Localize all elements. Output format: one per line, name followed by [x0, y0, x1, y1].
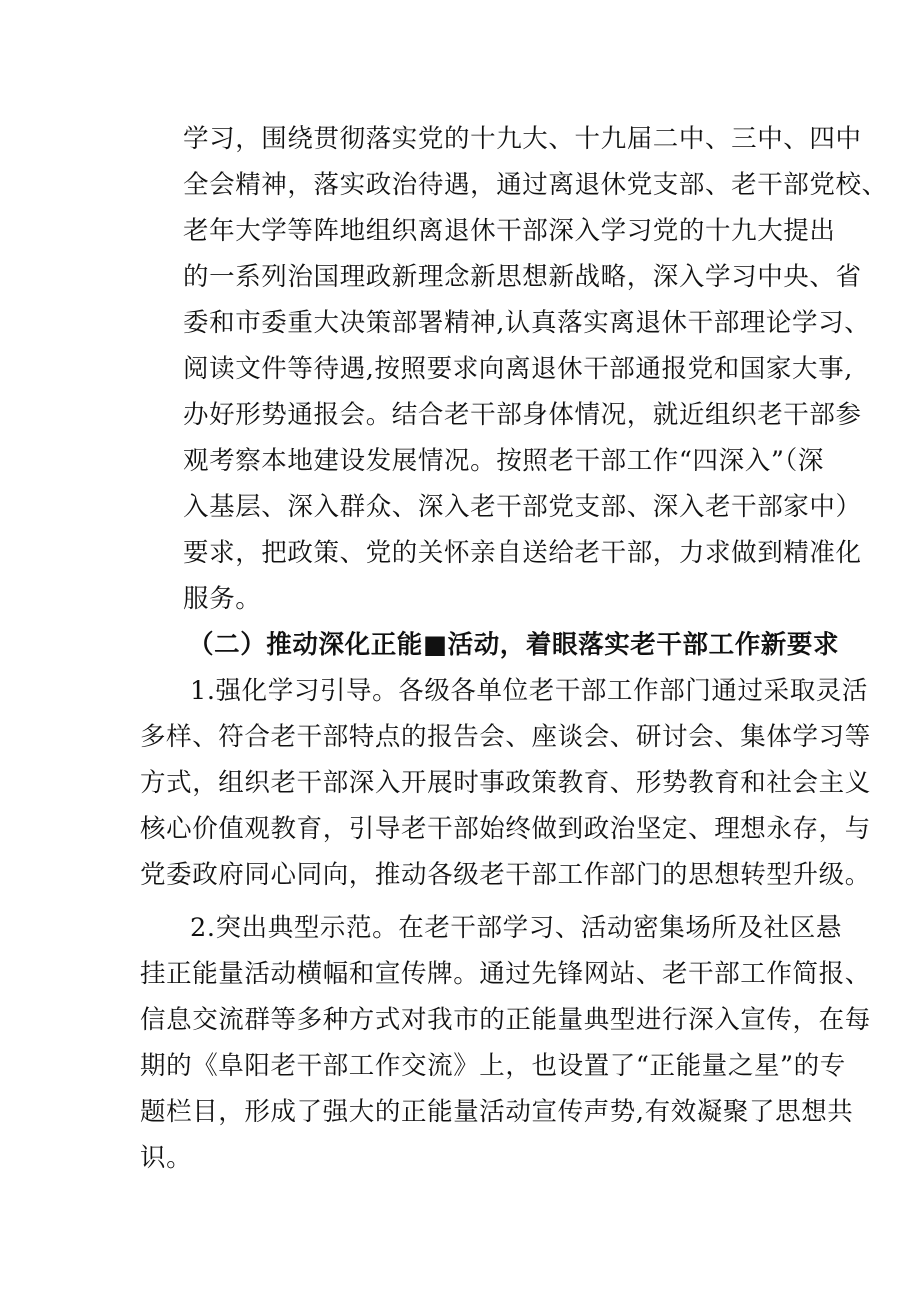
paragraph-line: 挂正能量活动横幅和宣传牌。通过先锋网站、老干部工作简报、 — [140, 959, 871, 989]
paragraph-line: 学习，围绕贯彻落实党的十九大、十九届二中、三中、四中 — [183, 124, 862, 154]
paragraph-line: 期的《阜阳老干部工作交流》上，也设置了“正能量之星”的专 — [140, 1051, 846, 1081]
section-heading: （二）推动深化正能■活动，着眼落实老干部工作新要求 — [188, 630, 840, 660]
paragraph-line: 识。 — [140, 1143, 193, 1173]
paragraph-line: 老年大学等阵地组织离退休干部深入学习党的十九大提出 — [183, 216, 836, 246]
paragraph-line: 观考察本地建设发展情况。按照老干部工作“四深入”（深 — [183, 446, 824, 476]
paragraph-line: 核心价值观教育，引导老干部始终做到政治坚定、理想永存，与 — [140, 814, 871, 844]
paragraph-line: 委和市委重大决策部署精神,认真落实离退休干部理论学习、 — [183, 308, 871, 338]
paragraph-line: 入基层、深入群众、深入老干部党支部、深入老干部家中） — [183, 492, 862, 522]
paragraph-line: 题栏目，形成了强大的正能量活动宣传声势,有效凝聚了思想共 — [140, 1097, 854, 1127]
paragraph-line: 多样、符合老干部特点的报告会、座谈会、研讨会、集体学习等 — [140, 722, 871, 752]
paragraph-line: 方式，组织老干部深入开展时事政策教育、形势教育和社会主义 — [140, 768, 871, 798]
paragraph-line: 办好形势通报会。结合老干部身体情况，就近组织老干部参 — [183, 400, 862, 430]
paragraph-line: 的一系列治国理政新理念新思想新战略，深入学习中央、省 — [183, 262, 862, 292]
paragraph-line: 信息交流群等多种方式对我市的正能量典型进行深入宣传，在每 — [140, 1005, 871, 1035]
paragraph-line: 服务。 — [183, 584, 262, 614]
paragraph-line: 全会精神，落实政治待遇，通过离退休党支部、老干部党校、 — [183, 170, 888, 200]
paragraph-line: 1.强化学习引导。各级各单位老干部工作部门通过采取灵活 — [190, 676, 869, 706]
paragraph-line: 党委政府同心同向，推动各级老干部工作部门的思想转型升级。 — [140, 860, 871, 890]
paragraph-line: 要求，把政策、党的关怀亲自送给老干部，力求做到精准化 — [183, 538, 862, 568]
paragraph-line: 2.突出典型示范。在老干部学习、活动密集场所及社区悬 — [190, 913, 842, 943]
paragraph-line: 阅读文件等待遇,按照要求向离退休干部通报党和国家大事, — [183, 354, 853, 384]
